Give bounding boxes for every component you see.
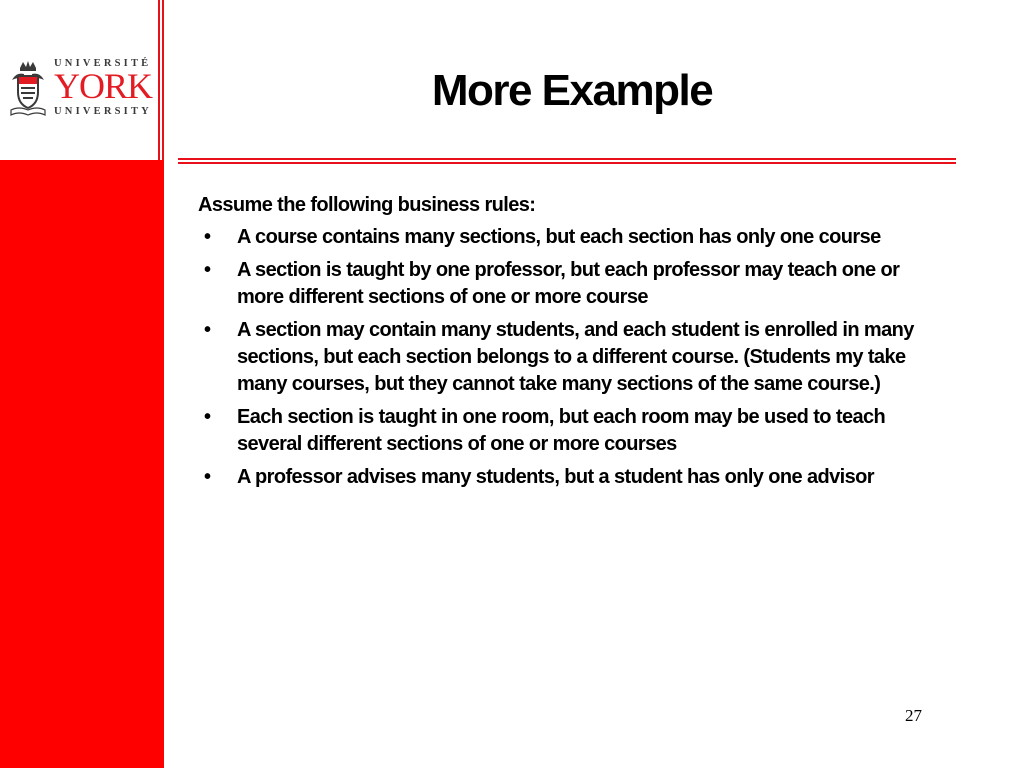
slide-body: [198, 192, 938, 497]
horizontal-divider-1: [178, 158, 956, 160]
logo-bottom-text: UNIVERSITY: [54, 106, 152, 117]
bullet-text: A course contains many sections, but each section has only one course: [237, 226, 881, 248]
list-item: [198, 257, 927, 311]
bullet-text: Each section is taught in one room, but each room may be used to teach several different sections of one or more courses: [237, 406, 886, 455]
list-item: [198, 464, 927, 491]
york-university-logo: [8, 56, 156, 122]
bullet-icon: •: [204, 226, 211, 248]
york-crest-icon: [10, 60, 46, 120]
page-number: 27: [905, 706, 922, 725]
horizontal-divider-2: [178, 162, 956, 164]
bullet-icon: •: [204, 259, 211, 281]
list-item: [198, 317, 927, 398]
list-item: [198, 224, 927, 251]
bullet-icon: •: [204, 466, 211, 488]
vertical-divider-2: [162, 0, 164, 160]
intro-text: Assume the following business rules:: [198, 194, 536, 216]
logo-name-text: YORK: [54, 66, 153, 106]
bullet-icon: •: [204, 319, 211, 341]
bullet-icon: •: [204, 406, 211, 428]
logo-top-text: UNIVERSITÉ: [54, 58, 152, 69]
list-item: [198, 404, 927, 458]
sidebar-red-band: [0, 160, 164, 768]
bullet-text: A professor advises many students, but a student has only one advisor: [237, 466, 874, 488]
vertical-divider-1: [158, 0, 160, 160]
business-rules-list: [198, 224, 938, 491]
bullet-text: A section may contain many students, and each student is enrolled in many sections, but each section belongs to a different course. (Students my take many courses, but they cannot take many sections of the same course.): [237, 319, 914, 395]
slide-title: More Example: [431, 66, 713, 115]
bullet-text: A section is taught by one professor, but each professor may teach one or more different sections of one or more course: [237, 259, 900, 308]
